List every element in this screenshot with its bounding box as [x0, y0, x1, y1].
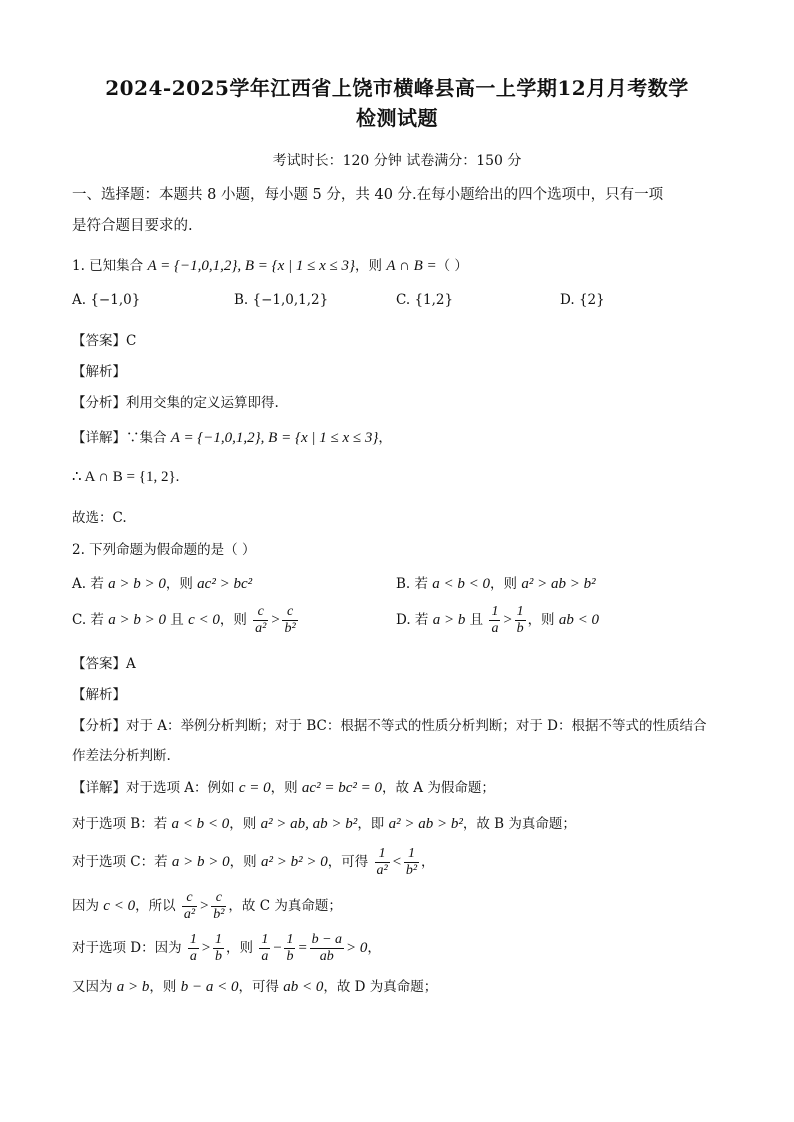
q2-option-b	[396, 572, 596, 593]
q2-option-c-mid: ，则	[219, 612, 252, 628]
q2-option-d-mid: ，则	[527, 612, 559, 628]
frac-numerator: 1	[516, 604, 524, 619]
q1-option-d	[560, 292, 605, 308]
frac-denominator: a	[491, 621, 499, 636]
q2-option-b-math2: a² > ab > b²	[521, 576, 596, 592]
q2-option-d-and: 且	[465, 612, 488, 628]
q2-detail-a-math1: c = 0	[238, 780, 271, 796]
q2-detail-d2-prefix: 又因为	[72, 979, 117, 995]
frac-numerator: c	[282, 604, 297, 621]
q2-detail-c	[72, 846, 435, 879]
q1-stem-math2: A ∩ B =	[386, 258, 437, 274]
q2-analysis-head: 【解析】	[72, 687, 126, 703]
frac-numerator: c	[182, 890, 197, 907]
q2-detail-d-frac1	[188, 932, 199, 965]
q2-option-a-math1: a > b > 0	[108, 576, 166, 592]
q2-detail-c-suffix: ，	[421, 854, 435, 870]
q2-option-d-math1: a > b	[432, 612, 466, 628]
frac-denominator: a²	[255, 621, 267, 636]
q1-therefore: ∴ A ∩ B = {1, 2}.	[72, 469, 180, 485]
q1-option-c-label: C.	[396, 292, 411, 308]
q1-option-c	[396, 292, 453, 308]
frac-numerator: 1	[261, 932, 269, 947]
q2-option-c-frac1	[253, 604, 268, 637]
q1-stem-mid: ，则	[355, 258, 387, 274]
q2-fenxi-line1: 【分析】对于 A：举例分析判断；对于 BC：根据不等式的性质分析判断；对于 D：根据不等式的性质结合	[72, 718, 707, 734]
frac-numerator: c	[253, 604, 268, 621]
q2-detail-c-lt: <	[391, 854, 402, 870]
frac-denominator: b²	[405, 863, 418, 878]
frac-numerator: b − a	[311, 932, 343, 947]
section-intro-line1: 一、选择题：本题共 8 小题，每小题 5 分，共 40 分.在每小题给出的四个选项中，只有一项	[72, 187, 664, 203]
frac-denominator: a²	[183, 907, 196, 922]
q2-option-d-frac2	[515, 604, 526, 637]
frac-denominator: b	[286, 949, 294, 964]
q2-detail-a-math2: ac² = bc² = 0	[301, 780, 382, 796]
q1-option-d-value: {2}	[578, 292, 605, 308]
page-title: 2024-2025学年江西省上饶市横峰县高一上学期12月月考数学	[105, 76, 689, 100]
q2-detail-d2-math1: a > b	[116, 979, 150, 995]
q2-option-d	[396, 604, 599, 637]
q1-fenxi: 【分析】利用交集的定义运算即得.	[72, 395, 279, 411]
q2-option-b-label: B. 若	[396, 576, 433, 592]
q1-option-c-value: {1,2}	[414, 292, 454, 308]
frac-numerator: c	[211, 890, 226, 907]
q2-option-b-mid: ，则	[490, 576, 522, 592]
q2-detail-d2-math3: ab < 0	[283, 979, 324, 995]
q2-stem: 2. 下列命题为假命题的是（ ）	[72, 542, 256, 558]
q2-option-a	[72, 572, 252, 593]
q2-option-a-label: A. 若	[72, 576, 109, 592]
q2-option-c	[72, 604, 300, 637]
q2-detail-d-prefix: 对于选项 D：因为	[72, 940, 186, 956]
q1-analysis-head: 【解析】	[72, 364, 126, 380]
q2-detail-d-frac4	[284, 932, 295, 965]
q2-detail-c2-frac1	[182, 890, 197, 923]
q2-option-d-math2: ab < 0	[558, 612, 599, 628]
frac-numerator: 1	[286, 932, 294, 947]
q2-detail-d	[72, 932, 381, 965]
frac-numerator: 1	[375, 846, 390, 863]
q2-option-d-frac1	[489, 604, 500, 637]
q2-detail-c-mid2: ，可得	[327, 854, 373, 870]
q1-option-a-value: {−1,0}	[90, 292, 141, 308]
q2-detail-b-math1: a < b < 0	[171, 816, 230, 832]
q1-detail-math: A = {−1,0,1,2}, B = {x | 1 ≤ x ≤ 3}	[170, 430, 379, 446]
q1-detail-prefix: 【详解】∵集合	[72, 430, 171, 446]
q1-stem-prefix: 1. 已知集合	[72, 258, 148, 274]
q2-detail-d2-suffix: ，故 D 为真命题；	[323, 979, 438, 995]
q1-stem-suffix: （ ）	[436, 258, 468, 274]
q2-detail-b-mid: ，则	[229, 816, 261, 832]
q2-option-c-math1: a > b > 0	[108, 612, 166, 628]
q2-option-b-math1: a < b < 0	[432, 576, 491, 592]
q2-detail-d2-math2: b − a < 0	[180, 979, 239, 995]
q2-detail-d2-mid2: ，可得	[238, 979, 284, 995]
q1-option-b-value: {−1,0,1,2}	[252, 292, 329, 308]
q1-detail	[72, 426, 392, 447]
frac-denominator: a	[261, 949, 269, 964]
q2-option-d-gt: >	[502, 612, 513, 628]
q1-stem-math: A = {−1,0,1,2}, B = {x | 1 ≤ x ≤ 3}	[147, 258, 356, 274]
q2-answer: 【答案】A	[72, 656, 136, 672]
q2-detail-d-mid: ，则	[226, 940, 258, 956]
exam-info: 考试时长：120 分钟 试卷满分：150 分	[272, 153, 522, 169]
q2-option-a-math2: ac² > bc²	[197, 576, 253, 592]
frac-numerator: 1	[215, 932, 223, 947]
frac-denominator: b	[215, 949, 223, 964]
q1-option-a-label: A.	[72, 292, 87, 308]
q2-detail-c-math2: a² > b² > 0	[260, 854, 328, 870]
q2-detail-c-mid: ，则	[229, 854, 261, 870]
q2-detail-c-prefix: 对于选项 C：若	[72, 854, 172, 870]
q1-option-d-label: D.	[560, 292, 575, 308]
q2-option-c-gt: >	[270, 612, 281, 628]
q2-detail-a-prefix: 【详解】对于选项 A：例如	[72, 780, 239, 796]
frac-numerator: 1	[491, 604, 499, 619]
q2-detail-c-math1: a > b > 0	[171, 854, 230, 870]
q2-option-c-and: 且	[165, 612, 189, 628]
q2-detail-d-frac5	[310, 932, 344, 965]
frac-denominator: ab	[319, 949, 334, 964]
q2-option-c-math2: c < 0	[188, 612, 220, 628]
q2-detail-c2-mid: ，所以	[135, 898, 180, 914]
q1-answer: 【答案】C	[72, 333, 137, 349]
q2-detail-c-frac2	[404, 846, 419, 879]
frac-denominator: b²	[284, 621, 296, 636]
q2-detail-d-minus: −	[272, 940, 283, 956]
q2-detail-d-suffix-math: > 0	[346, 940, 368, 956]
section-intro-line2: 是符合题目要求的.	[72, 218, 193, 234]
q1-stem	[72, 254, 468, 275]
q2-detail-c2	[72, 890, 342, 923]
q2-fenxi-line2: 作差法分析判断.	[72, 748, 171, 764]
q2-detail-a-mid: ，则	[270, 780, 302, 796]
frac-numerator: 1	[189, 932, 197, 947]
q2-detail-d-gt: >	[200, 940, 212, 956]
q2-option-d-label: D. 若	[396, 612, 433, 628]
q2-detail-c2-suffix: ，故 C 为真命题；	[228, 898, 342, 914]
q2-detail-a	[72, 776, 495, 797]
q2-detail-c2-gt: >	[199, 898, 210, 914]
page-subtitle: 检测试题	[356, 106, 438, 130]
q2-detail-d-eq: =	[297, 940, 308, 956]
frac-denominator: a	[189, 949, 197, 964]
q1-option-b	[234, 292, 328, 308]
frac-denominator: b	[516, 621, 524, 636]
q1-choose: 故选：C.	[72, 510, 127, 526]
q2-detail-c2-frac2	[211, 890, 226, 923]
q2-option-c-frac2	[282, 604, 297, 637]
frac-denominator: a²	[376, 863, 388, 878]
q2-detail-b	[72, 812, 576, 833]
q2-detail-c-frac1	[375, 846, 390, 879]
q1-option-a	[72, 292, 140, 308]
q2-detail-d2-mid: ，则	[149, 979, 181, 995]
q1-option-b-label: B.	[234, 292, 249, 308]
q2-detail-c2-math: c < 0	[103, 898, 136, 914]
q2-option-a-mid: ，则	[165, 576, 198, 592]
q2-detail-a-suffix: ，故 A 为假命题；	[381, 780, 495, 796]
q2-detail-d2	[72, 975, 437, 996]
q2-detail-d-frac3	[259, 932, 270, 965]
q2-detail-b-math2: a² > ab, ab > b²	[260, 816, 358, 832]
q2-option-c-label: C. 若	[72, 612, 109, 628]
q1-detail-suffix: ，	[378, 430, 392, 446]
q2-detail-b-suffix: ，故 B 为真命题；	[462, 816, 576, 832]
q2-detail-b-prefix: 对于选项 B：若	[72, 816, 172, 832]
frac-denominator: b²	[213, 907, 225, 922]
q2-detail-b-math3: a² > ab > b²	[388, 816, 463, 832]
q2-detail-d-frac2	[213, 932, 224, 965]
q2-detail-c2-prefix: 因为	[72, 898, 104, 914]
q2-detail-d-suffix: ，	[367, 940, 381, 956]
frac-numerator: 1	[404, 846, 419, 863]
q2-detail-b-mid2: ，即	[357, 816, 389, 832]
